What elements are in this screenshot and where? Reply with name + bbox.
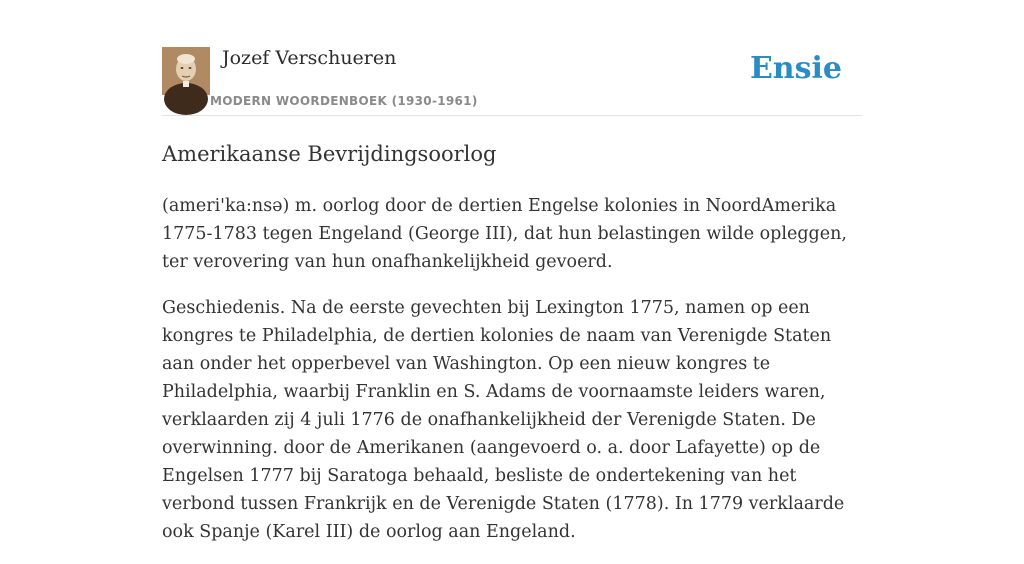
brand-logo[interactable]: Ensie xyxy=(749,51,842,86)
source-label[interactable]: MODERN WOORDENBOEK (1930-1961) xyxy=(210,94,478,108)
author-avatar[interactable] xyxy=(162,47,210,95)
author-name[interactable]: Jozef Verschueren xyxy=(222,47,397,69)
author-portrait-icon xyxy=(162,47,210,95)
article-paragraph-2: Geschiedenis. Na de eerste gevechten bij Lexington 1775, namen op een kongres te Philadelphia, de dertien kolonies de naam van Verenigde Staten aan onder het opperbevel van Washington. Op een nieuw kongres te Philadelphia, waarbij Franklin en S. Adams de voornaamste leiders waren, verklaarden zij 4 juli 1776 de onafhankelijkheid der Verenigde Staten. De overwinning. door de Amerikanen (aangevoerd o. a. door Lafayette) op de Engelsen 1777 bij Saratoga behaald, besliste de ondertekening van het verbond tussen Frankrijk en de Verenigde Staten (1778). In 1779 verklaarde ook Spanje (Karel III) de oorlog aan Engeland. xyxy=(162,298,845,542)
article-paragraph-1: (ameri'ka:nsə) m. oorlog door de dertien Engelse kolonies in NoordAmerika 1775-1783 tegen Engeland (George III), dat hun belastingen wilde opleggen, ter verovering van hun onafhankelijkheid gevoerd. xyxy=(162,196,847,272)
article-title: Amerikaanse Bevrijdingsoorlog xyxy=(162,142,497,166)
header xyxy=(162,46,862,116)
article xyxy=(162,138,862,564)
